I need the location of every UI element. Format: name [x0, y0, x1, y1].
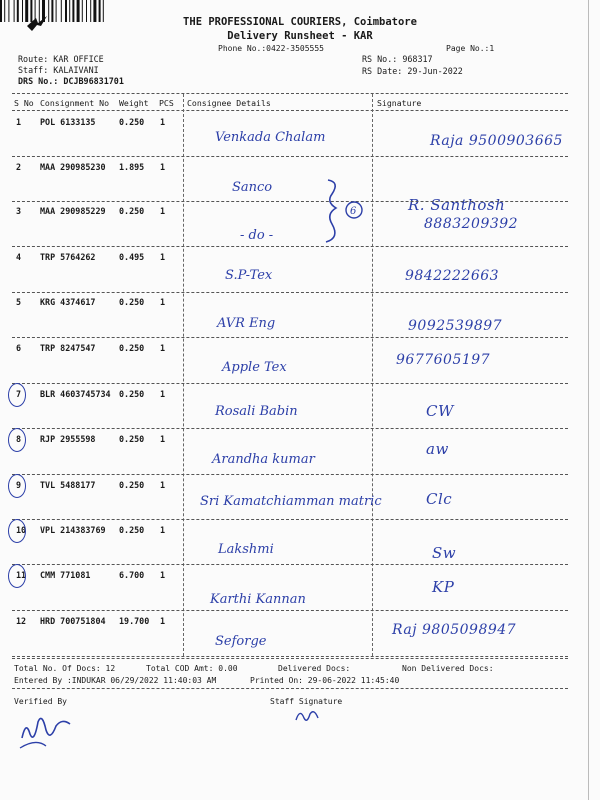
row-pcs: 1: [160, 434, 166, 444]
row-pcs: 1: [160, 616, 166, 626]
entered-by: Entered By :INDUKAR 06/29/2022 11:40:03 AM: [14, 676, 217, 685]
row-consignment-no: BLR 4603745734: [40, 389, 111, 399]
row-number-circle-mark: [8, 383, 26, 407]
row-divider: [12, 428, 568, 429]
col-consignee: Consignee Details: [187, 98, 271, 108]
row-consignee-handwriting: Venkada Chalam: [215, 130, 326, 145]
col-pcs: PCS: [159, 98, 174, 108]
row-signature-handwriting: Raja 9500903665: [430, 133, 563, 149]
table-header-rule: [12, 110, 568, 111]
table-top-rule: [12, 93, 568, 94]
row-pcs: 1: [160, 570, 166, 580]
row-consignee-handwriting: Arandha kumar: [212, 452, 315, 467]
row-sno: 11: [16, 570, 27, 580]
row-weight: 0.250: [119, 389, 145, 399]
company-title: THE PROFESSIONAL COURIERS, Coimbatore: [183, 16, 417, 28]
rs-date: RS Date: 29-Jun-2022: [362, 66, 463, 76]
phone-number: Phone No.:0422-3505555: [218, 44, 324, 53]
verifier-signature-icon: [16, 708, 76, 752]
row-consignee-handwriting: Sri Kamatchiamman matric: [200, 494, 382, 509]
row-number-circle-mark: [8, 519, 26, 543]
row-consignment-no: VPL 214383769: [40, 525, 106, 535]
non-delivered-docs: Non Delivered Docs:: [402, 664, 494, 673]
row-weight: 0.250: [119, 206, 145, 216]
row-consignment-no: POL 6133135: [40, 117, 96, 127]
row-sno: 9: [16, 480, 22, 490]
row-pcs: 1: [160, 297, 166, 307]
row-divider: [12, 474, 568, 475]
total-docs: Total No. Of Docs: 12: [14, 664, 116, 673]
total-cod: Total COD Amt: 0.00: [146, 664, 238, 673]
row-weight: 0.250: [119, 343, 145, 353]
row-signature-handwriting: KP: [432, 578, 455, 596]
row-sno: 2: [16, 162, 22, 172]
row-consignee-handwriting: Apple Tex: [222, 360, 287, 375]
row-weight: 1.895: [119, 162, 145, 172]
row-pcs: 1: [160, 117, 166, 127]
svg-text:6: 6: [350, 206, 357, 217]
row-sno: 12: [16, 616, 27, 626]
row-consignee-handwriting: Sanco: [232, 180, 273, 195]
row-divider: [12, 564, 568, 565]
consignee-column-divider: [183, 94, 184, 656]
row-consignee-handwriting: Seforge: [215, 634, 267, 649]
footer-top-rule: [12, 658, 568, 659]
row-divider: [12, 519, 568, 520]
row-consignment-no: TVL 5488177: [40, 480, 96, 490]
bracket-mark-icon: [318, 176, 370, 246]
row-consignment-no: CMM 771081: [40, 570, 91, 580]
row-signature-handwriting: CW: [426, 402, 454, 420]
row-consignee-handwriting: Lakshmi: [218, 542, 274, 557]
row-divider: [12, 656, 568, 657]
row-sno: 1: [16, 117, 22, 127]
col-sno: S No: [14, 98, 34, 108]
row-signature-handwriting: 9092539897: [408, 318, 503, 334]
row-sno: 4: [16, 252, 22, 262]
route-label: Route: KAR OFFICE: [18, 54, 104, 64]
row-divider: [12, 292, 568, 293]
row-consignment-no: TRP 5764262: [40, 252, 96, 262]
runsheet-title: Delivery Runsheet - KAR: [227, 30, 373, 42]
row-signature-handwriting: 8883209392: [424, 216, 519, 232]
row-weight: 0.250: [119, 117, 145, 127]
row-consignment-no: MAA 290985229: [40, 206, 106, 216]
staff-signature-mark-icon: [292, 706, 322, 726]
row-signature-handwriting: Sw: [432, 544, 457, 562]
rs-number: RS No.: 968317: [362, 54, 433, 64]
drs-number: DRS No.: DCJB96831701: [18, 76, 124, 86]
row-sno: 7: [16, 389, 22, 399]
row-signature-handwriting: 9677605197: [396, 352, 491, 368]
row-number-circle-mark: [8, 428, 26, 452]
row-sno: 3: [16, 206, 22, 216]
row-consignee-handwriting: Karthi Kannan: [210, 592, 306, 607]
row-pcs: 1: [160, 480, 166, 490]
row-signature-handwriting: R. Santhosh: [408, 196, 506, 214]
row-divider: [12, 383, 568, 384]
row-pcs: 1: [160, 252, 166, 262]
page-edge-line: [588, 0, 589, 800]
col-weight: Weight: [119, 98, 149, 108]
row-pcs: 1: [160, 525, 166, 535]
row-signature-handwriting: Raj 9805098947: [392, 622, 517, 638]
delivered-docs: Delivered Docs:: [278, 664, 351, 673]
signature-column-divider: [372, 94, 373, 656]
row-consignee-handwriting: - do -: [240, 228, 274, 243]
row-divider: [12, 201, 568, 202]
row-divider: [12, 337, 568, 338]
row-sno: 10: [16, 525, 27, 535]
row-consignment-no: MAA 290985230: [40, 162, 106, 172]
row-signature-handwriting: aw: [426, 440, 449, 458]
col-signature: Signature: [377, 98, 422, 108]
staff-signature: Staff Signature: [270, 697, 343, 706]
row-weight: 0.250: [119, 434, 145, 444]
row-pcs: 1: [160, 389, 166, 399]
row-number-circle-mark: [8, 564, 26, 588]
row-consignment-no: TRP 8247547: [40, 343, 96, 353]
row-consignee-handwriting: AVR Eng: [217, 316, 276, 331]
row-weight: 0.250: [119, 480, 145, 490]
row-pcs: 1: [160, 343, 166, 353]
row-weight: 0.250: [119, 297, 145, 307]
row-weight: 6.700: [119, 570, 145, 580]
page-number: Page No.:1: [446, 44, 495, 53]
row-consignment-no: HRD 700751804: [40, 616, 106, 626]
row-signature-handwriting: Clc: [426, 490, 453, 508]
staff-label: Staff: KALAIVANI: [18, 65, 99, 75]
row-weight: 0.495: [119, 252, 145, 262]
verified-by: Verified By: [14, 697, 67, 706]
row-number-circle-mark: [8, 474, 26, 498]
row-pcs: 1: [160, 206, 166, 216]
row-consignee-handwriting: S.P-Tex: [225, 268, 273, 283]
row-weight: 0.250: [119, 525, 145, 535]
row-consignment-no: KRG 4374617: [40, 297, 96, 307]
row-divider: [12, 156, 568, 157]
row-sno: 8: [16, 434, 22, 444]
row-signature-handwriting: 9842222663: [405, 268, 500, 284]
printed-on: Printed On: 29-06-2022 11:45:40: [250, 676, 400, 685]
row-consignee-handwriting: Rosali Babin: [215, 404, 298, 419]
row-consignment-no: RJP 2955598: [40, 434, 96, 444]
row-divider: [12, 610, 568, 611]
row-pcs: 1: [160, 162, 166, 172]
col-consignment: Consignment No: [40, 98, 110, 108]
footer-bottom-rule: [12, 688, 568, 689]
row-divider: [12, 246, 568, 247]
row-weight: 19.700: [119, 616, 150, 626]
row-sno: 6: [16, 343, 22, 353]
row-sno: 5: [16, 297, 22, 307]
